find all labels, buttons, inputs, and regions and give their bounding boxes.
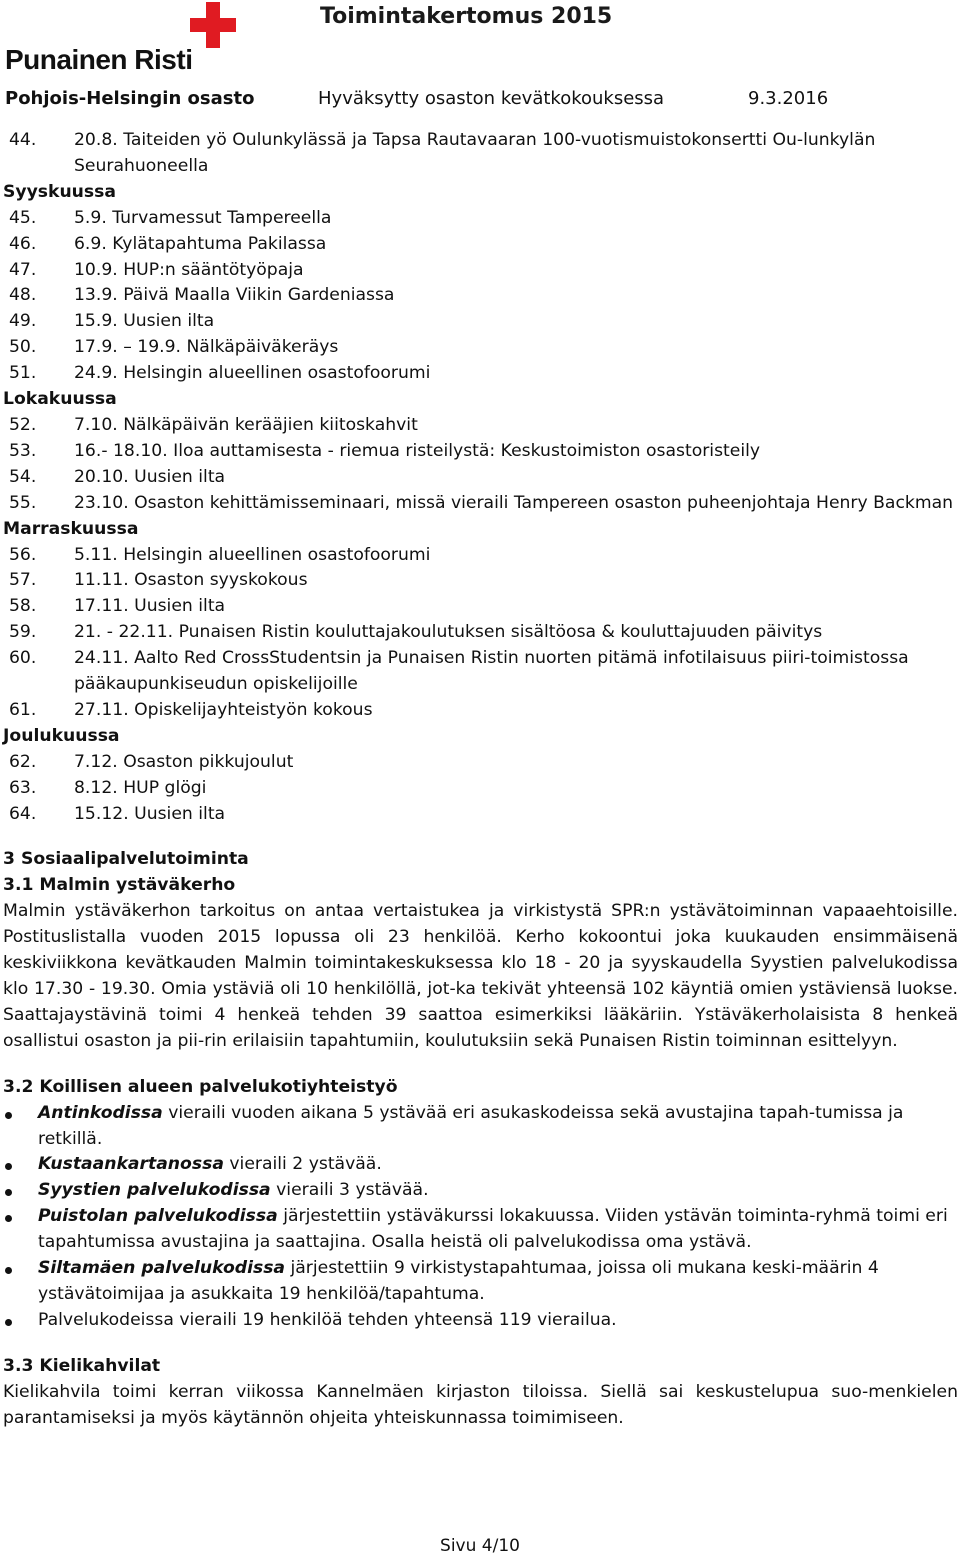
- place-name: Syystien palvelukodissa: [38, 1180, 271, 1201]
- bullet-text: vieraili vuoden aikana 5 ystävää eri asukaskodeissa sekä avustajina tapah-tumissa ja retkillä.: [38, 1102, 904, 1149]
- event-number: 49.: [9, 311, 37, 332]
- approval-note: Hyväksytty osaston kevätkokouksessa: [318, 88, 665, 109]
- page-header: [0, 0, 960, 120]
- bullet-text: vieraili 2 ystävää.: [223, 1154, 382, 1175]
- event-item: [3, 594, 958, 620]
- bullet-icon: [5, 1112, 12, 1119]
- bullet-item: [3, 1101, 958, 1153]
- bullet-icon: [5, 1163, 12, 1170]
- event-text: 24.11. Aalto Red CrossStudentsin ja Punaisen Ristin nuorten pitämä infotilaisuus piiri-toimistossa pääkaupunkiseudun opiskelijoille: [74, 648, 909, 695]
- bullet-item: [3, 1204, 958, 1256]
- event-text: 10.9. HUP:n sääntötyöpaja: [74, 259, 304, 280]
- subsection-heading: 3.3 Kielikahvilat: [3, 1355, 161, 1376]
- event-item: [3, 309, 958, 335]
- event-text: 20.10. Uusien ilta: [74, 466, 226, 487]
- event-number: 48.: [9, 285, 37, 306]
- event-item: [3, 128, 958, 180]
- bullet-item: [3, 1152, 958, 1178]
- month-heading: Lokakuussa: [3, 389, 117, 410]
- bullet-text: Palvelukodeissa vieraili 19 henkilöä tehden yhteensä 119 vierailua.: [38, 1309, 617, 1330]
- event-text: 15.12. Uusien ilta: [74, 803, 226, 824]
- event-text: 17.9. – 19.9. Nälkäpäiväkeräys: [74, 337, 339, 358]
- event-number: 58.: [9, 596, 37, 617]
- event-item: [3, 413, 958, 439]
- event-item: [3, 361, 958, 387]
- event-item: [3, 465, 958, 491]
- event-item: [3, 776, 958, 802]
- event-item: [3, 335, 958, 361]
- event-item: [3, 491, 958, 517]
- event-number: 53.: [9, 440, 37, 461]
- bullet-item: [3, 1308, 958, 1334]
- event-text: 7.12. Osaston pikkujoulut: [74, 751, 294, 772]
- event-number: 57.: [9, 570, 37, 591]
- paragraph: Malmin ystäväkerhon tarkoitus on antaa vertaistukea ja virkistystä SPR:n ystävätoiminnan vapaaehtoisille. Postituslistalla vuoden 2015 lopussa oli 23 henkilöä. Kerho kokoontui joka kuukauden ensimmäisenä keskiviikkona kevätkauden Malmin toimintakeskuksessa klo 18 - 20 ja syyskaudella Syystien palvelukodissa klo 17.30 - 19.30. Omia ystäviä oli 10 henkilöllä, jot-ka tekivät yhteensä 102 käyntiä omien ystäviensä luokse. Saattajaystävinä toimi 4 henkeä tehden 39 saattoa esimerkiksi lääkäriin. Ystäväkerholaisista 8 henkeä osallistui osaston ja pii-rin erilaisiin tapahtumiin, koulutuksiin sekä Punaisen Ristin toiminnan esittelyyn.: [3, 901, 958, 1051]
- event-number: 60.: [9, 648, 37, 669]
- event-number: 55.: [9, 492, 37, 513]
- event-number: 56.: [9, 544, 37, 565]
- event-text: 16.- 18.10. Iloa auttamisesta - riemua risteilystä: Keskustoimiston osastoristeily: [74, 440, 761, 461]
- event-number: 50.: [9, 337, 37, 358]
- event-number: 63.: [9, 777, 37, 798]
- place-name: Kustaankartanossa: [38, 1154, 224, 1175]
- month-heading: Syyskuussa: [3, 181, 116, 202]
- event-number: 54.: [9, 466, 37, 487]
- bullet-item: [3, 1256, 958, 1308]
- event-text: 5.9. Turvamessut Tampereella: [74, 207, 332, 228]
- event-number: 44.: [9, 130, 37, 150]
- organization-name: Punainen Risti: [5, 44, 193, 75]
- event-text: 7.10. Nälkäpäivän kerääjien kiitoskahvit: [74, 414, 418, 435]
- document-title: Toimintakertomus 2015: [320, 4, 613, 29]
- place-name: Puistolan palvelukodissa: [38, 1206, 278, 1227]
- event-item: [3, 258, 958, 284]
- approval-date: 9.3.2016: [748, 88, 829, 109]
- event-number: 59.: [9, 622, 37, 643]
- event-number: 62.: [9, 751, 37, 772]
- event-item: [3, 232, 958, 258]
- event-text: 27.11. Opiskelijayhteistyön kokous: [74, 699, 373, 720]
- event-item: [3, 750, 958, 776]
- bullet-list: [3, 1101, 958, 1334]
- place-name: Antinkodissa: [38, 1102, 163, 1123]
- event-number: 64.: [9, 803, 37, 824]
- bullet-text: järjestettiin 9 virkistystapahtumaa, joissa oli mukana keski-määrin 4 ystävätoimijaa ja asukkaita 19 henkilöä/tapahtuma.: [38, 1258, 879, 1304]
- month-heading: Marraskuussa: [3, 518, 139, 539]
- bullet-item: [3, 1178, 958, 1204]
- event-item: [3, 698, 958, 724]
- event-text: 23.10. Osaston kehittämisseminaari, missä vieraili Tampereen osaston puheenjohtaja Henry Backman: [74, 492, 954, 513]
- event-item: [3, 802, 958, 828]
- event-item: [3, 206, 958, 232]
- event-item: [3, 620, 958, 646]
- place-name: Siltamäen palvelukodissa: [38, 1258, 286, 1279]
- branch-name: Pohjois-Helsingin osasto: [5, 88, 255, 109]
- event-text: 15.9. Uusien ilta: [74, 311, 215, 332]
- red-cross-logo-icon: [190, 2, 236, 48]
- event-text: 24.9. Helsingin alueellinen osastofoorumi: [74, 363, 431, 384]
- event-number: 46.: [9, 233, 37, 254]
- month-heading: Joulukuussa: [3, 725, 120, 746]
- bullet-text: järjestettiin ystäväkurssi lokakuussa. Viiden ystävän toiminta-ryhmä toimi eri tapahtumissa avustajina ja saattajina. Osalla heistä oli palvelukodissa oma ystävä.: [38, 1206, 948, 1253]
- event-item: [3, 439, 958, 465]
- event-number: 51.: [9, 363, 37, 384]
- event-item: [3, 283, 958, 309]
- event-text: 13.9. Päivä Maalla Viikin Gardeniassa: [74, 285, 395, 306]
- event-text: 8.12. HUP glögi: [74, 777, 207, 798]
- bullet-icon: [5, 1319, 12, 1326]
- subsection-heading: 3.1 Malmin ystäväkerho: [3, 875, 236, 896]
- subsection-heading: 3.2 Koillisen alueen palvelukotiyhteistyö: [3, 1076, 398, 1097]
- bullet-icon: [5, 1267, 12, 1274]
- event-text: 11.11. Osaston syyskokous: [74, 570, 308, 591]
- paragraph: Kielikahvila toimi kerran viikossa Kannelmäen kirjaston tiloissa. Siellä sai keskustelupua suo-menkielen parantamiseksi ja myös käytännön ohjeita yhteiskunnassa toimimiseen.: [3, 1381, 958, 1428]
- bullet-icon: [5, 1215, 12, 1222]
- bullet-text: vieraili 3 ystävää.: [270, 1180, 429, 1201]
- document-body: [3, 128, 958, 1432]
- event-item: [3, 646, 958, 698]
- event-item: [3, 568, 958, 594]
- bullet-icon: [5, 1189, 12, 1196]
- event-number: 52.: [9, 414, 37, 435]
- event-number: 47.: [9, 259, 37, 280]
- page-number: Sivu 4/10: [440, 1536, 520, 1556]
- event-item: [3, 543, 958, 569]
- event-text: 6.9. Kylätapahtuma Pakilassa: [74, 233, 327, 254]
- event-number: 61.: [9, 699, 37, 720]
- event-text: 20.8. Taiteiden yö Oulunkylässä ja Tapsa Rautavaaran 100-vuotismuistokonsertti Ou-lunkylän Seurahuoneella: [74, 130, 876, 176]
- event-number: 45.: [9, 207, 37, 228]
- event-text: 21. - 22.11. Punaisen Ristin kouluttajakoulutuksen sisältöosa & kouluttajuuden päivitys: [74, 622, 823, 643]
- event-text: 5.11. Helsingin alueellinen osastofoorumi: [74, 544, 431, 565]
- section-heading: 3 Sosiaalipalvelutoiminta: [3, 849, 249, 870]
- event-text: 17.11. Uusien ilta: [74, 596, 226, 617]
